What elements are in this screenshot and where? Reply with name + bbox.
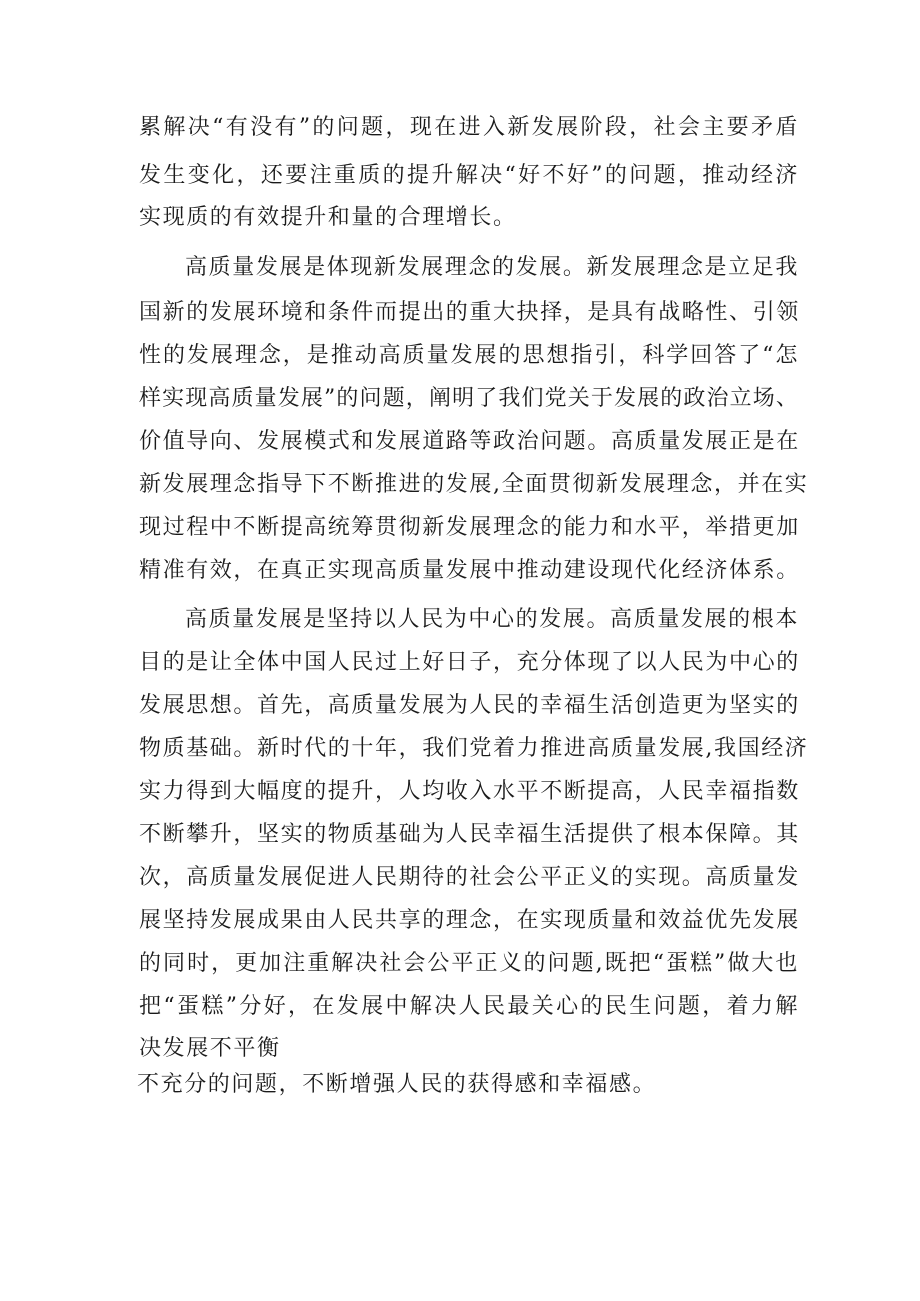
text-line: 实现质的有效提升和量的合理增长。 <box>139 205 517 230</box>
text-line: 发展思想。首先，高质量发展为人民的幸福生活创造更为坚实的 <box>139 693 800 718</box>
text-line: 目的是让全体中国人民过上好日子，充分体现了以人民为中心的 <box>139 650 800 675</box>
text-line: 累解决“有没有”的问题，现在进入新发展阶段，社会主要矛盾 <box>139 115 799 140</box>
paragraph-first-line: 高质量发展是体现新发展理念的发展。新发展理念是立足我 <box>185 255 799 280</box>
text-line: 决发展不平衡 <box>139 1036 281 1061</box>
text-line: 性的发展理念，是推动高质量发展的思想指引，科学回答了“怎 <box>139 343 799 368</box>
text-line: 物质基础。新时代的十年，我们党着力推进高质量发展,我国经济 <box>139 736 809 761</box>
text-line: 实力得到大幅度的提升，人均收入水平不断提高，人民幸福指数 <box>139 779 800 804</box>
text-line: 价值导向、发展模式和发展道路等政治问题。高质量发展正是在 <box>139 429 800 454</box>
text-line: 不断攀升，坚实的物质基础为人民幸福生活提供了根本保障。其 <box>139 822 800 847</box>
text-line: 把“蛋糕”分好，在发展中解决人民最关心的民生问题，着力解 <box>139 994 799 1019</box>
text-line: 发生变化，还要注重质的提升解决“好不好”的问题，推动经济 <box>139 163 799 188</box>
text-line: 精准有效，在真正实现高质量发展中推动建设现代化经济体系。 <box>139 558 800 583</box>
text-line: 现过程中不断提高统筹贯彻新发展理念的能力和水平，举措更加 <box>139 515 800 540</box>
text-line: 样实现高质量发展”的问题，阐明了我们党关于发展的政治立场、 <box>139 386 799 411</box>
text-line: 不充分的问题，不断增强人民的获得感和幸福感。 <box>137 1072 657 1097</box>
text-line: 新发展理念指导下不断推进的发展,全面贯彻新发展理念，并在实 <box>139 472 809 497</box>
text-line: 国新的发展环境和条件而提出的重大抉择，是具有战略性、引领 <box>139 300 800 325</box>
paragraph-first-line: 高质量发展是坚持以人民为中心的发展。高质量发展的根本 <box>185 607 799 632</box>
text-line: 展坚持发展成果由人民共享的理念，在实现质量和效益优先发展 <box>139 908 800 933</box>
text-line: 的同时，更加注重解决社会公平正义的问题,既把“蛋糕”做大也 <box>139 951 799 976</box>
text-line: 次，高质量发展促进人民期待的社会公平正义的实现。高质量发 <box>139 865 800 890</box>
